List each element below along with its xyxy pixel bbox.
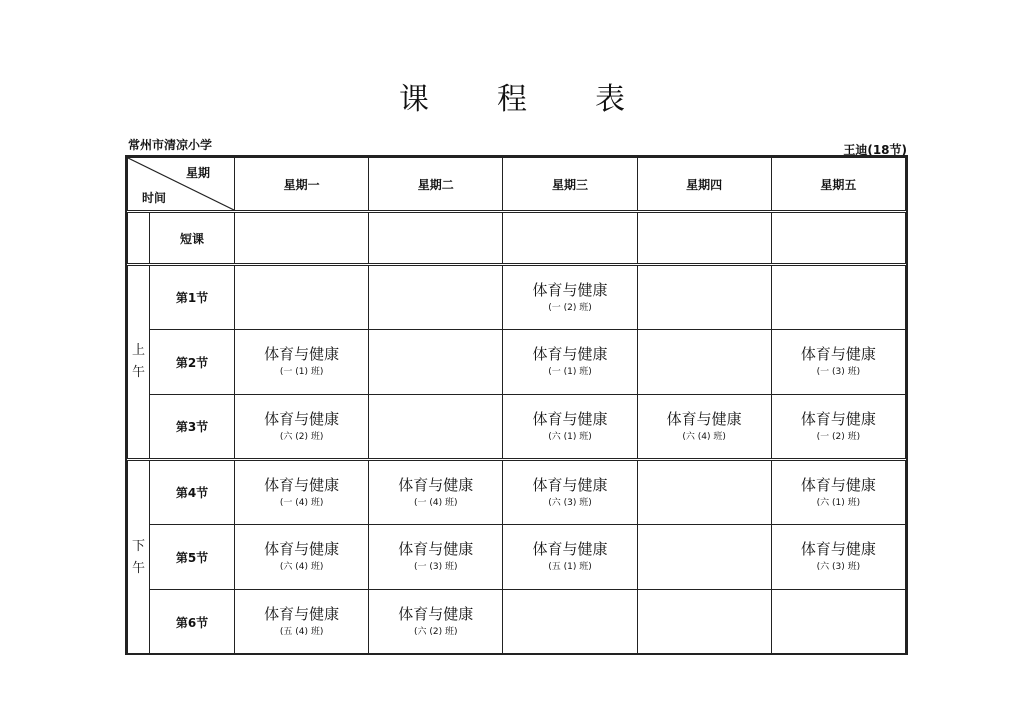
class-group: (一 (4) 班) <box>279 497 324 508</box>
class-group: (一 (2) 班) <box>548 302 592 313</box>
schedule-cell <box>771 525 905 590</box>
period-label: 第3节 <box>150 395 235 460</box>
teacher-name: 王迪(18节) <box>843 143 907 157</box>
schedule-cell <box>637 212 771 265</box>
schedule-cell <box>369 265 503 330</box>
schedule-cell <box>771 265 905 330</box>
class-group: (五 (1) 班) <box>548 562 592 572</box>
schedule-cell <box>503 590 637 655</box>
schedule-cell <box>369 330 503 395</box>
schedule-cell <box>235 395 369 460</box>
schedule-cell <box>235 265 369 330</box>
class-group: (一 (2) 班) <box>816 431 861 442</box>
class-group: (六 (1) 班) <box>816 497 861 508</box>
schedule-cell <box>503 212 637 265</box>
schedule-cell <box>235 330 369 395</box>
class-subject: 体育与健康 <box>264 409 340 428</box>
class-group: (六 (4) 班) <box>682 431 726 442</box>
class-group: (一 (4) 班) <box>414 497 458 508</box>
short-class-row <box>128 212 906 265</box>
class-subject: 体育与健康 <box>532 475 608 494</box>
afternoon-char: 午 <box>131 560 145 576</box>
schedule-cell <box>369 460 503 525</box>
short-class-label: 短课 <box>150 212 235 265</box>
period-row <box>128 590 906 655</box>
period-row <box>128 395 906 460</box>
period-row <box>128 330 906 395</box>
schedule-cell <box>771 590 905 655</box>
schedule-cell <box>369 212 503 265</box>
period-row <box>128 460 906 525</box>
class-group: (六 (3) 班) <box>548 497 592 508</box>
schedule-cell <box>369 590 503 655</box>
title-char: 课 <box>399 82 429 117</box>
schedule-cell <box>235 460 369 525</box>
schedule-cell <box>771 330 905 395</box>
schedule-cell <box>771 460 905 525</box>
schedule-cell <box>503 525 637 590</box>
timetable-grid <box>127 157 906 655</box>
period-label: 第2节 <box>150 330 235 395</box>
day-header: 星期一 <box>235 158 369 212</box>
period-label: 第5节 <box>150 525 235 590</box>
schedule-cell <box>637 525 771 590</box>
schedule-cell <box>637 330 771 395</box>
schedule-cell <box>637 590 771 655</box>
schedule-cell <box>369 395 503 460</box>
schedule-cell <box>503 460 637 525</box>
class-subject: 体育与健康 <box>264 540 340 558</box>
schedule-cell <box>637 460 771 525</box>
schedule-cell <box>235 212 369 265</box>
class-subject: 体育与健康 <box>532 540 608 558</box>
corner-cell <box>128 158 235 212</box>
class-subject: 体育与健康 <box>398 475 474 494</box>
class-subject: 体育与健康 <box>264 345 340 363</box>
schedule-cell <box>503 330 637 395</box>
corner-label-day: 星期 <box>185 166 210 180</box>
class-subject: 体育与健康 <box>532 409 608 428</box>
class-group: (一 (3) 班) <box>816 367 861 377</box>
morning-label <box>128 265 150 460</box>
afternoon-label <box>128 460 150 655</box>
class-group: (一 (1) 班) <box>279 367 324 377</box>
school-name: 常州市清凉小学 <box>128 138 213 152</box>
corner-label-time: 时间 <box>142 191 167 205</box>
day-header: 星期四 <box>637 158 771 212</box>
morning-char: 午 <box>131 365 145 380</box>
class-group: (一 (3) 班) <box>414 562 458 572</box>
class-group: (六 (1) 班) <box>548 431 592 442</box>
schedule-cell <box>503 265 637 330</box>
class-group: (五 (4) 班) <box>279 627 324 637</box>
period-row <box>128 525 906 590</box>
afternoon-char: 下 <box>131 538 145 554</box>
class-subject: 体育与健康 <box>666 409 742 428</box>
period-label: 第6节 <box>150 590 235 655</box>
class-subject: 体育与健康 <box>532 280 608 299</box>
morning-char: 上 <box>131 343 145 358</box>
day-header: 星期三 <box>503 158 637 212</box>
header-row <box>128 158 906 212</box>
schedule-cell <box>369 525 503 590</box>
class-group: (六 (3) 班) <box>816 562 861 572</box>
period-row <box>128 265 906 330</box>
schedule-cell <box>235 590 369 655</box>
class-subject: 体育与健康 <box>800 475 876 494</box>
page-title <box>0 74 1024 118</box>
class-group: (一 (1) 班) <box>548 367 592 377</box>
class-subject: 体育与健康 <box>398 605 474 623</box>
class-group: (六 (2) 班) <box>279 431 324 442</box>
class-subject: 体育与健康 <box>800 345 876 363</box>
class-subject: 体育与健康 <box>398 540 474 558</box>
title-char: 程 <box>497 82 527 117</box>
schedule-cell <box>771 395 905 460</box>
class-subject: 体育与健康 <box>800 540 876 558</box>
blank-cell <box>128 212 150 265</box>
class-subject: 体育与健康 <box>800 409 876 428</box>
timetable <box>125 155 908 655</box>
class-group: (六 (2) 班) <box>414 627 458 637</box>
class-subject: 体育与健康 <box>532 345 608 363</box>
period-label: 第4节 <box>150 460 235 525</box>
schedule-cell <box>637 395 771 460</box>
day-header: 星期五 <box>771 158 905 212</box>
period-label: 第1节 <box>150 265 235 330</box>
schedule-cell <box>235 525 369 590</box>
class-group: (六 (4) 班) <box>279 562 324 572</box>
class-subject: 体育与健康 <box>264 475 340 494</box>
schedule-cell <box>637 265 771 330</box>
schedule-cell <box>503 395 637 460</box>
title-char: 表 <box>595 82 625 117</box>
schedule-cell <box>771 212 905 265</box>
class-subject: 体育与健康 <box>264 605 340 623</box>
day-header: 星期二 <box>369 158 503 212</box>
